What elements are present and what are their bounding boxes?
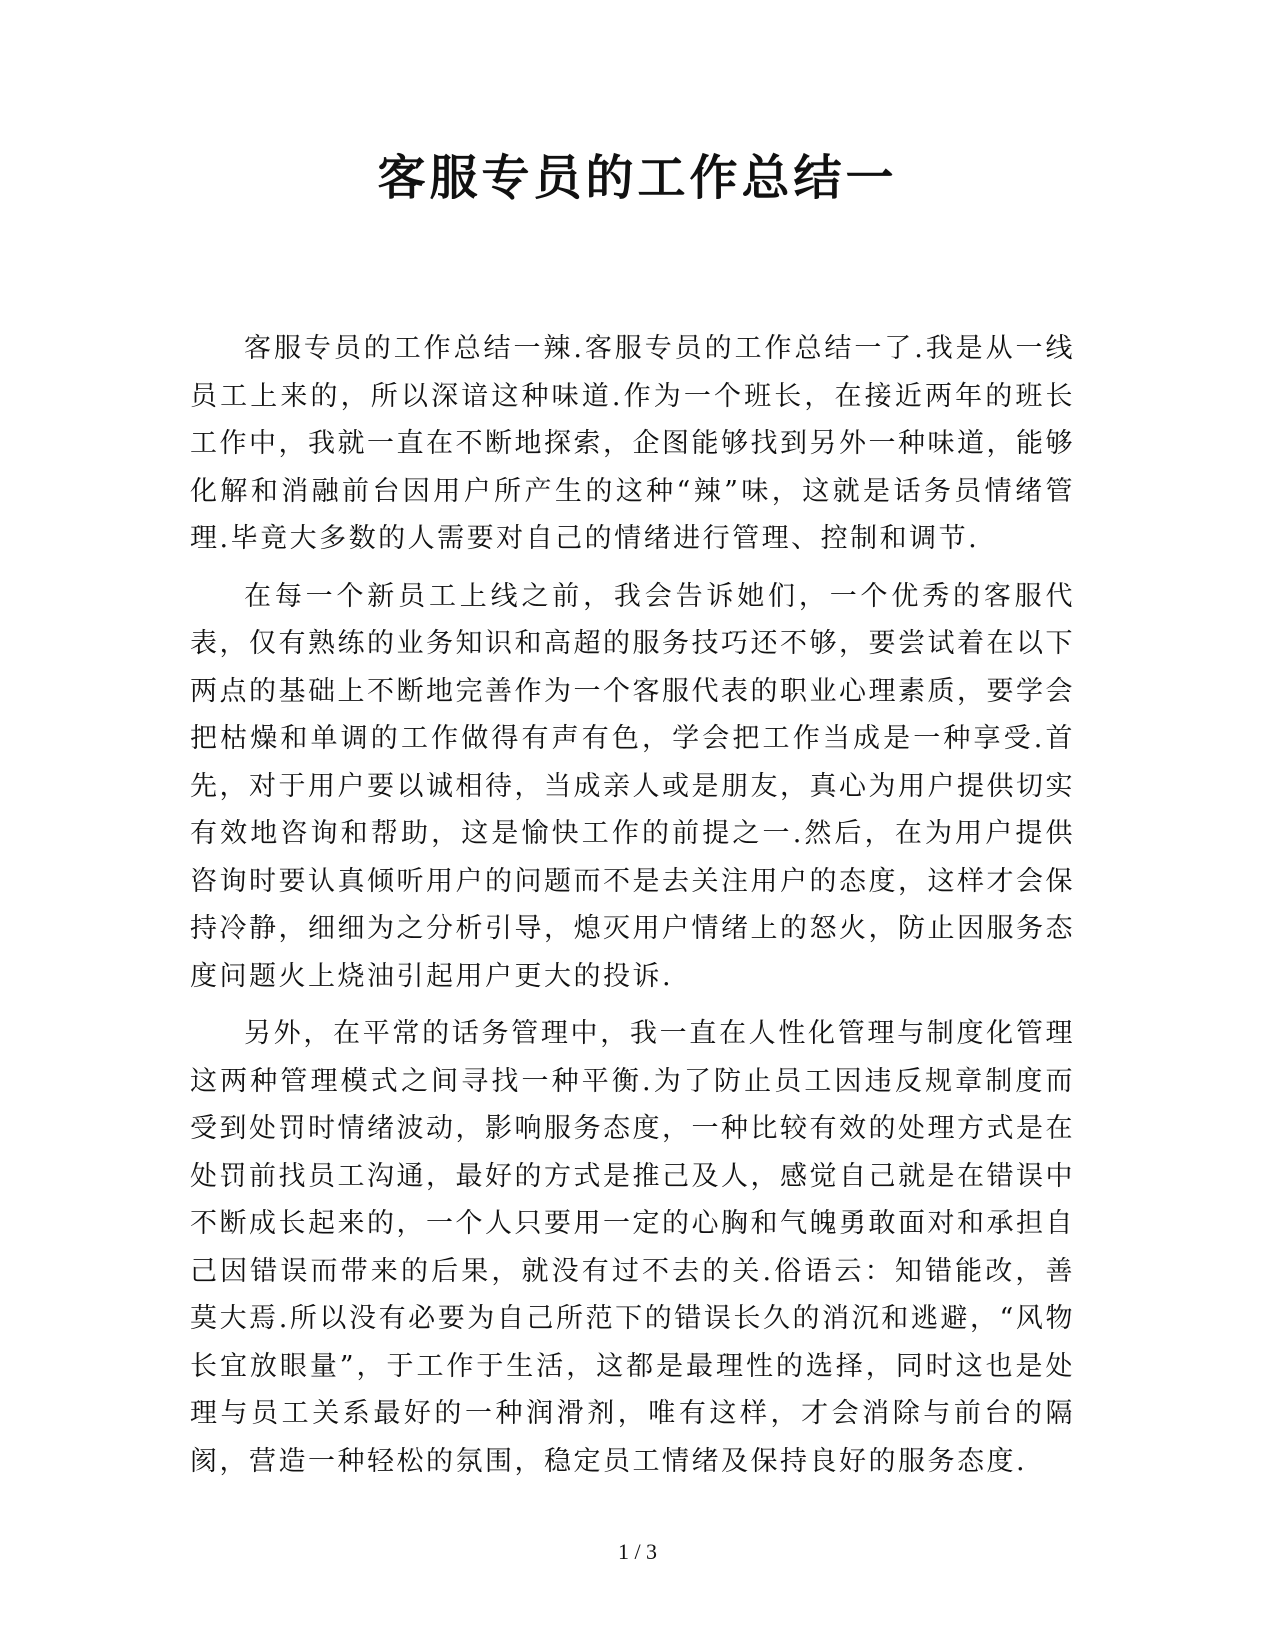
document-body (190, 325, 1075, 1495)
paragraph-2: 在每一个新员工上线之前，我会告诉她们，一个优秀的客服代表，仅有熟练的业务知识和高超的服务技巧还不够，要尝试着在以下两点的基础上不断地完善作为一个客服代表的职业心理素质，要学会把枯燥和单调的工作做得有声有色，学会把工作当成是一种享受.首先，对于用户要以诚相待，当成亲人或是朋友，真心为用户提供切实有效地咨询和帮助，这是愉快工作的前提之一.然后，在为用户提供咨询时要认真倾听用户的问题而不是去关注用户的态度，这样才会保持冷静，细细为之分析引导，熄灭用户情绪上的怒火，防止因服务态度问题火上烧油引起用户更大的投诉. (190, 580, 1075, 992)
paragraph-3: 另外，在平常的话务管理中，我一直在人性化管理与制度化管理这两种管理模式之间寻找一种平衡.为了防止员工因违反规章制度而受到处罚时情绪波动，影响服务态度，一种比较有效的处理方式是在处罚前找员工沟通，最好的方式是推己及人，感觉自己就是在错误中不断成长起来的，一个人只要用一定的心胸和气魄勇敢面对和承担自己因错误而带来的后果，就没有过不去的关.俗语云：知错能改，善莫大焉.所以没有必要为自己所范下的错误长久的消沉和逃避，“风物长宜放眼量”，于工作于生活，这都是最理性的选择，同时这也是处理与员工关系最好的一种润滑剂，唯有这样，才会消除与前台的隔阂，营造一种轻松的氛围，稳定员工情绪及保持良好的服务态度. (190, 1018, 1075, 1477)
document-title: 客服专员的工作总结一 (377, 150, 898, 206)
page-number: 1 / 3 (617, 1539, 658, 1564)
paragraph-1: 客服专员的工作总结一辣.客服专员的工作总结一了.我是从一线员工上来的，所以深谙这种味道.作为一个班长，在接近两年的班长工作中，我就一直在不断地探索，企图能够找到另外一种味道，能够化解和消融前台因用户所产生的这种“辣”味，这就是话务员情绪管理.毕竟大多数的人需要对自己的情绪进行管理、控制和调节. (190, 333, 1075, 554)
